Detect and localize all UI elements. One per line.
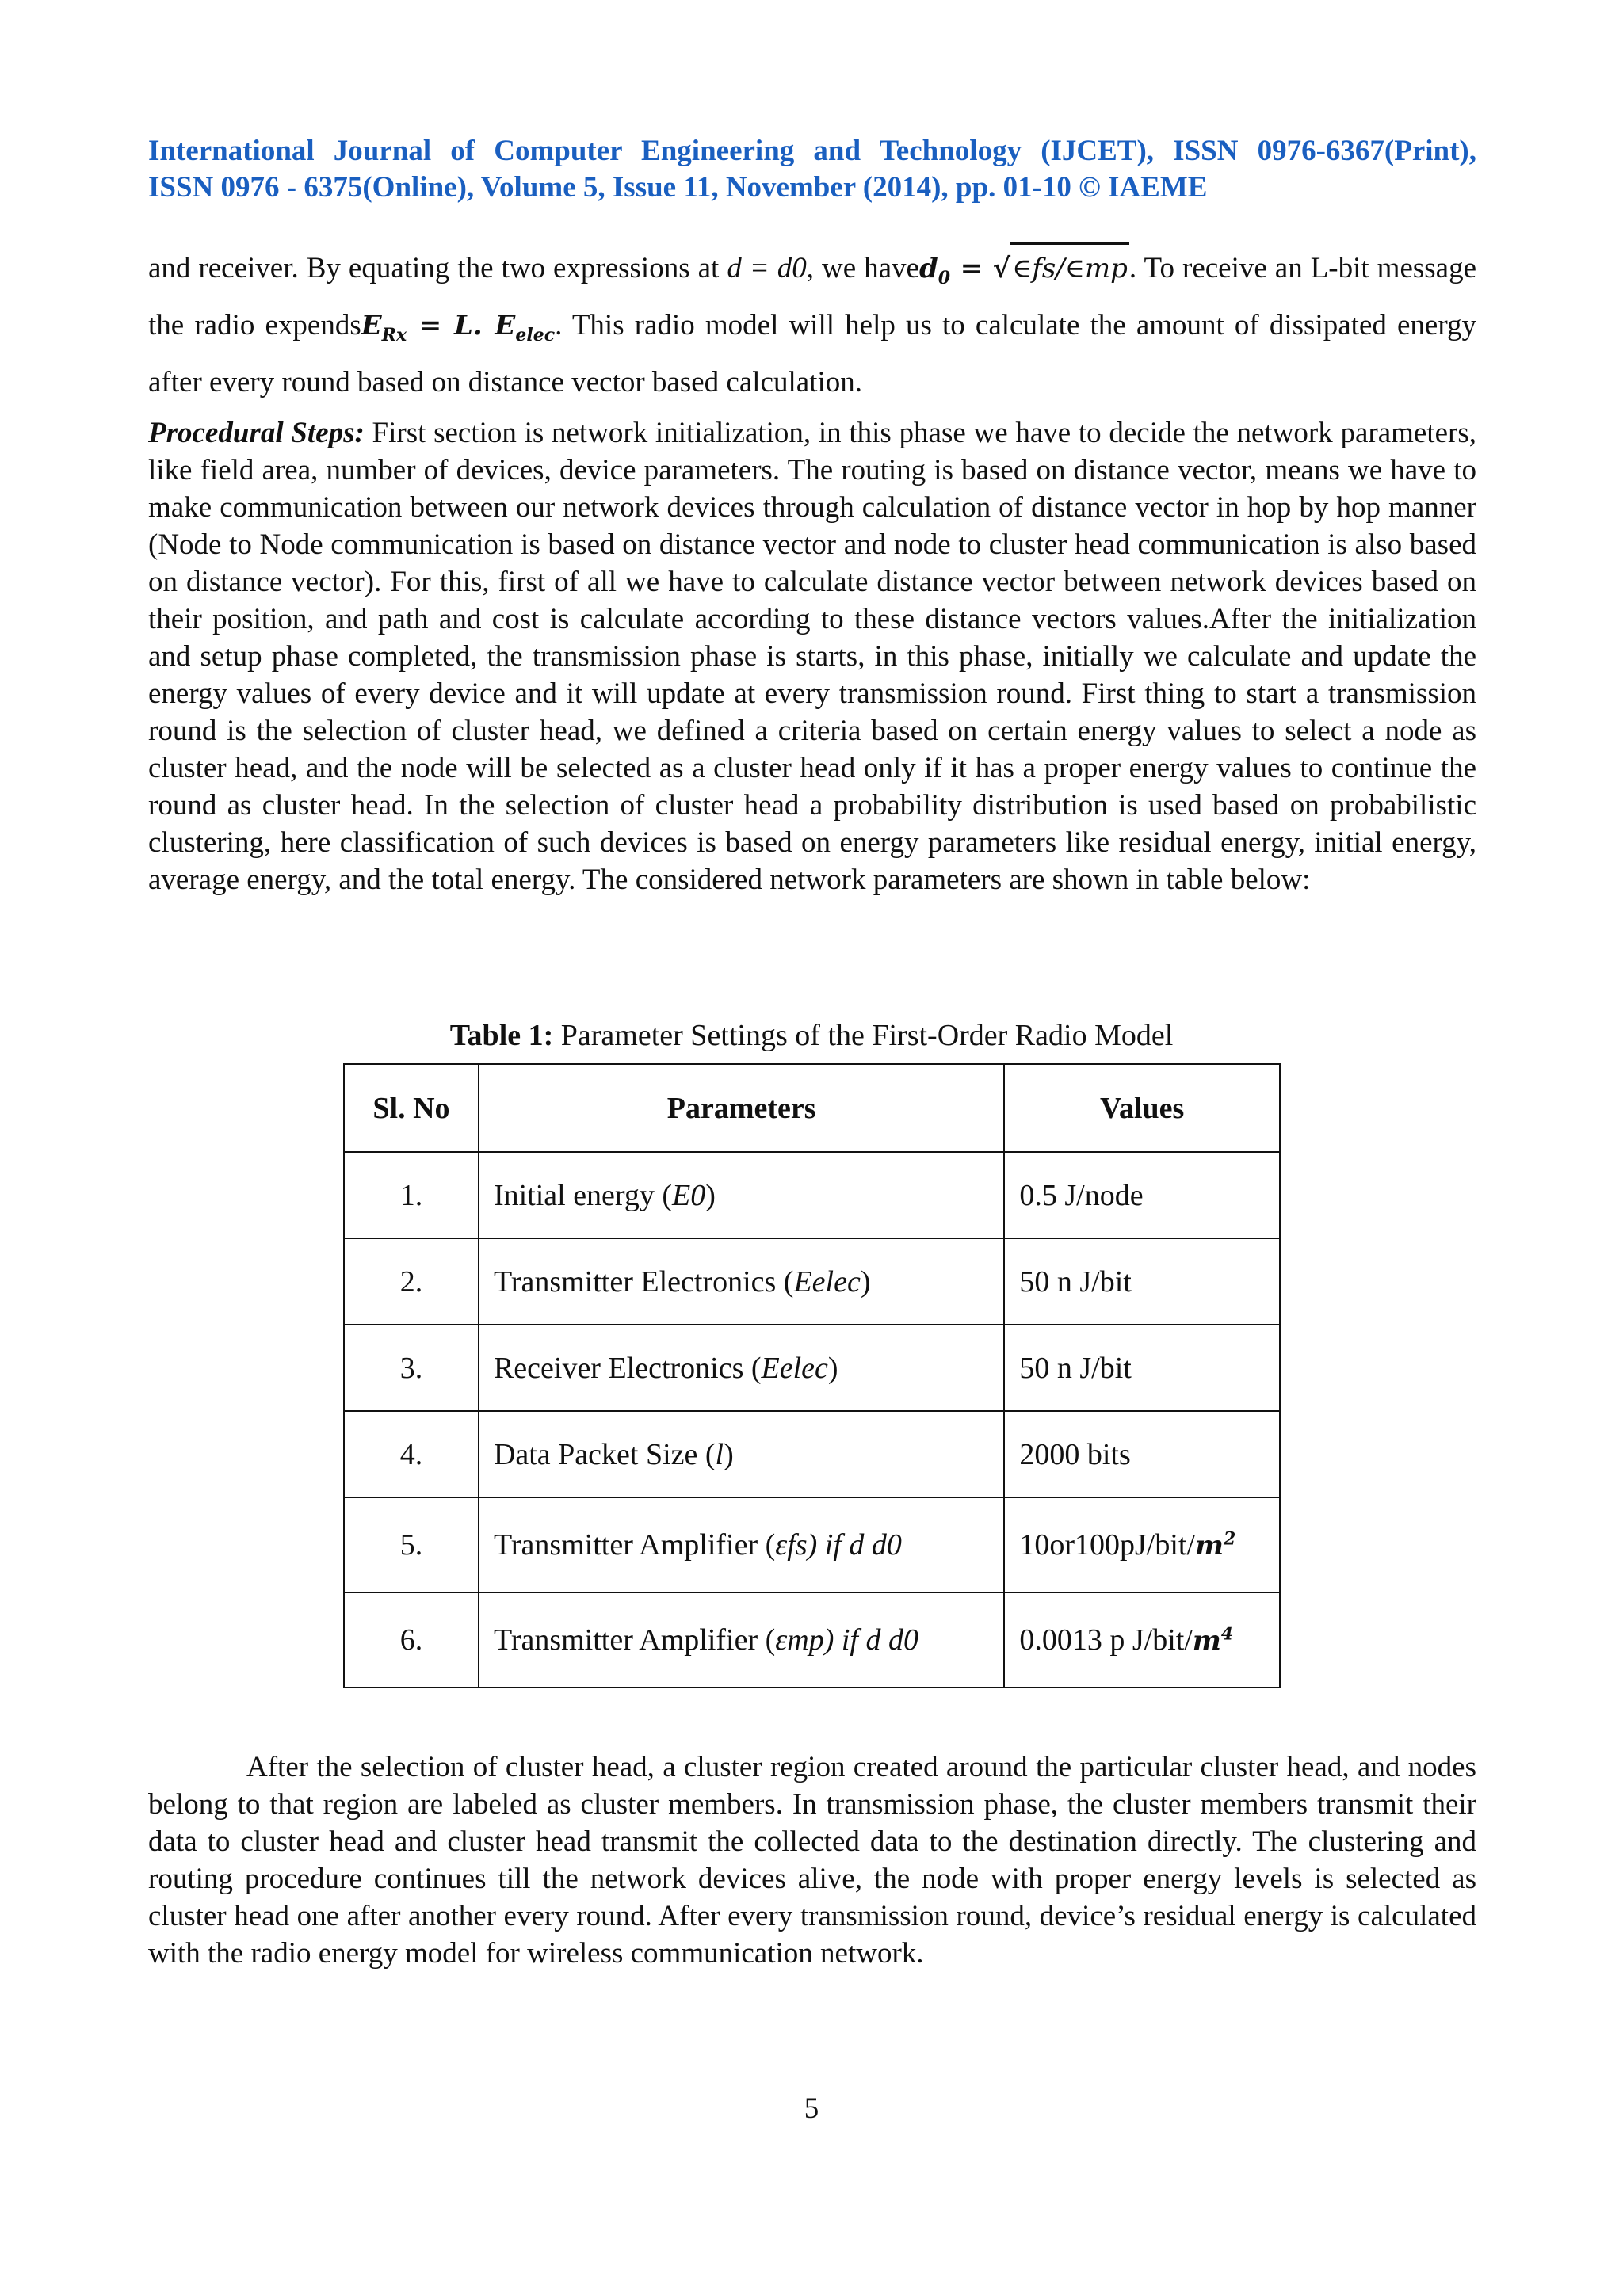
cell-sl-no: 1. xyxy=(344,1152,479,1238)
cell-value: 2000 bits xyxy=(1004,1411,1280,1497)
journal-header-line1: International Journal of Computer Engineering and Technology (IJCET), ISSN 0976-6367(Print), xyxy=(148,135,1476,167)
param-text: Receiver Electronics ( xyxy=(493,1351,762,1385)
eq-subscript: 0 xyxy=(938,267,951,288)
column-header-parameters: Parameters xyxy=(479,1064,1004,1152)
unit-exponent: 4 xyxy=(1220,1623,1234,1645)
table-row xyxy=(344,1497,1280,1592)
text-run: . To receive an L-bit message the radio expends xyxy=(148,252,1477,341)
cell-parameter xyxy=(479,1238,1004,1325)
cell-parameter xyxy=(479,1152,1004,1238)
param-symbol: Eelec xyxy=(761,1351,828,1385)
inline-math-d-equals-d0: d = d0 xyxy=(727,252,807,284)
eq-subscript: elec xyxy=(515,324,556,345)
param-text-end: ) xyxy=(827,1351,838,1385)
table-caption xyxy=(0,1018,1623,1053)
column-header-values: Values xyxy=(1004,1064,1280,1152)
table-row xyxy=(344,1411,1280,1497)
eq-operator: = L. E xyxy=(407,309,516,341)
eq-symbol: E xyxy=(361,309,382,341)
parameter-table xyxy=(343,1063,1281,1688)
table-caption-label: Table 1: xyxy=(449,1019,554,1052)
param-text-end: ) if d d0 xyxy=(807,1528,902,1562)
value-text: 10or100pJ/bit/ xyxy=(1019,1528,1196,1562)
table-caption-text: Parameter Settings of the First-Order Radio Model xyxy=(553,1019,1174,1052)
cell-parameter xyxy=(479,1497,1004,1592)
column-header-sl-no: Sl. No xyxy=(344,1064,479,1152)
text-run: , we have xyxy=(806,252,919,284)
param-text: Transmitter Amplifier ( xyxy=(493,1623,776,1657)
unit-symbol xyxy=(1193,1625,1233,1657)
param-text: Initial energy ( xyxy=(493,1178,673,1212)
journal-header-line2: ISSN 0976 - 6375(Online), Volume 5, Issue 11, November (2014), pp. 01-10 © IAEME xyxy=(148,171,1208,204)
cell-sl-no: 5. xyxy=(344,1497,479,1592)
unit-base: m xyxy=(1192,1625,1221,1657)
paragraph-cluster-region: After the selection of cluster head, a cluster region created around the particular cluster head, and nodes belong to that region are labeled as cluster members. In transmission phase, the cluster members transmit their data to cluster head and cluster head transmit the collected data to the destination directly. The clustering and routing procedure continues till the network devices alive, the node with proper energy levels is selected as cluster head one after another every round. After every transmission round, device’s residual energy is calculated with the radio energy model for wireless communication network. xyxy=(148,1751,1476,1970)
unit-exponent: 2 xyxy=(1224,1528,1236,1550)
cell-value xyxy=(1004,1592,1280,1688)
param-text: Data Packet Size ( xyxy=(493,1437,716,1471)
eq-subscript: Rx xyxy=(381,324,407,345)
param-text-end: ) if d d0 xyxy=(823,1623,918,1657)
page-number: 5 xyxy=(804,2092,819,2125)
table-header-row xyxy=(344,1064,1280,1152)
text-run: and receiver. By equating the two expressions at xyxy=(148,252,727,284)
journal-header xyxy=(148,133,1476,206)
table-row xyxy=(344,1152,1280,1238)
cell-value: 50 n J/bit xyxy=(1004,1238,1280,1325)
param-symbol: εmp xyxy=(775,1623,824,1657)
cell-value: 50 n J/bit xyxy=(1004,1325,1280,1411)
paragraph-procedural-steps xyxy=(148,414,1476,898)
unit-base: m xyxy=(1195,1530,1224,1562)
equation-d0 xyxy=(919,253,1129,288)
unit-symbol xyxy=(1195,1530,1235,1562)
table-row xyxy=(344,1238,1280,1325)
cell-sl-no: 3. xyxy=(344,1325,479,1411)
cell-sl-no: 6. xyxy=(344,1592,479,1688)
cell-value xyxy=(1004,1497,1280,1592)
procedural-steps-label: Procedural Steps: xyxy=(148,417,365,449)
param-symbol: E0 xyxy=(672,1178,706,1212)
procedural-steps-text: First section is network initialization, in this phase we have to decide the network parameters, like field area, number of devices, device parameters. The routing is based on distance vector, means we have to make communication between our network devices through calculation of distance vector in hop by hop manner (Node to Node communication is based on distance vector and node to cluster head communication is also based on distance vector). For this, first of all we have to calculate distance vector between network devices based on their position, and path and cost is calculate according to these distance vectors values.After the initialization and setup phase completed, the transmission phase is starts, in this phase, initially we calculate and update the energy values of every device and it will update at every transmission round. First thing to start a transmission round is the selection of cluster head, we defined a criteria based on certain energy values to select a node as cluster head, and the node will be selected as a cluster head only if it has a proper energy values to continue the round as cluster head. In the selection of cluster head a probability distribution is used based on probabilistic clustering, here classification of such devices is based on energy parameters like residual energy, initial energy, average energy, and the total energy. The considered network parameters are shown in table below: xyxy=(148,417,1476,896)
equation-erx xyxy=(361,309,556,345)
eq-radicand: ∈fs/∈mp xyxy=(1010,242,1129,292)
param-text: Transmitter Amplifier ( xyxy=(493,1528,776,1562)
param-text-end: ) xyxy=(705,1178,716,1212)
param-text-end: ) xyxy=(724,1437,734,1471)
eq-symbol: d xyxy=(919,253,938,284)
table-row xyxy=(344,1325,1280,1411)
param-text: Transmitter Electronics ( xyxy=(493,1264,794,1299)
eq-operator: = √ xyxy=(950,253,1011,284)
param-text-end: ) xyxy=(860,1264,871,1299)
cell-sl-no: 2. xyxy=(344,1238,479,1325)
value-text: 0.0013 p J/bit/ xyxy=(1019,1623,1193,1657)
param-symbol: Eelec xyxy=(793,1264,861,1299)
param-symbol: εfs xyxy=(775,1528,808,1562)
cell-parameter xyxy=(479,1592,1004,1688)
table-row xyxy=(344,1592,1280,1688)
cell-sl-no: 4. xyxy=(344,1411,479,1497)
cell-value: 0.5 J/node xyxy=(1004,1152,1280,1238)
paragraph-radio-model xyxy=(148,242,1476,406)
cell-parameter xyxy=(479,1325,1004,1411)
text-run: . This radio model will help us to calculate the amount of dissipated energy after every round based on distance vector based calculation. xyxy=(148,308,1476,399)
param-symbol: l xyxy=(715,1437,724,1471)
cell-parameter xyxy=(479,1411,1004,1497)
